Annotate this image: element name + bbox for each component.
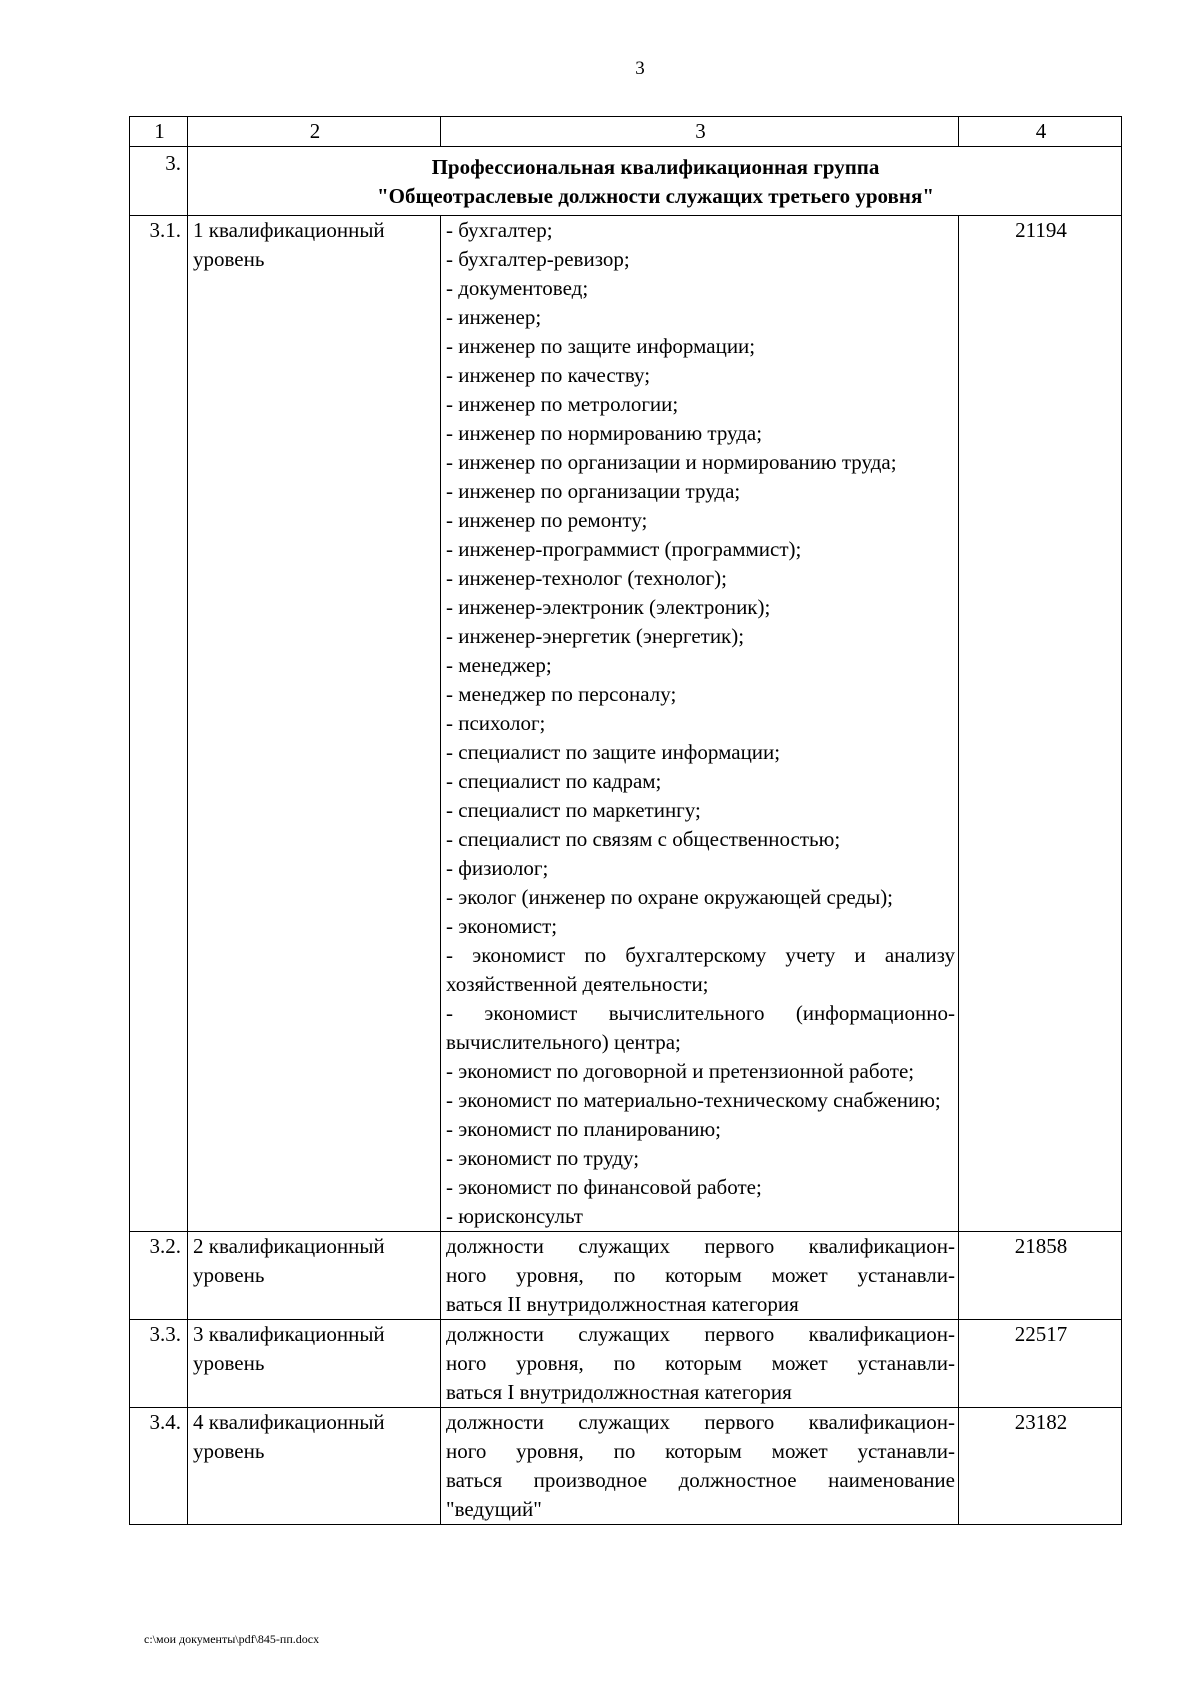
header-cell-4: 4 xyxy=(959,117,1122,147)
header-cell-2: 2 xyxy=(188,117,441,147)
position-item: - экономист по планированию; xyxy=(446,1117,721,1141)
position-description xyxy=(441,1232,959,1320)
qualification-level xyxy=(188,1408,441,1525)
position-item: - менеджер по персоналу; xyxy=(446,682,677,706)
position-item: - документовед; xyxy=(446,276,589,300)
group-title xyxy=(188,147,1122,216)
qualification-level xyxy=(188,1320,441,1408)
position-item: - бухгалтер-ревизор; xyxy=(446,247,630,271)
position-item: - инженер-энергетик (энергетик); xyxy=(446,624,745,648)
row-number: 3.4. xyxy=(130,1408,188,1525)
position-item: - специалист по связям с общественностью; xyxy=(446,827,841,851)
position-item: - бухгалтер; xyxy=(446,218,553,242)
position-item: - экономист по договорной и претензионной работе; xyxy=(446,1059,915,1083)
position-item: - инженер по метрологии; xyxy=(446,392,679,416)
position-item: - инженер по качеству; xyxy=(446,363,651,387)
qualification-level xyxy=(188,216,441,1232)
description-line: должности служащих первого квалификацион- xyxy=(446,1322,955,1346)
table-row xyxy=(130,216,1122,1232)
group-number: 3. xyxy=(130,147,188,216)
position-item: - инженер по ремонту; xyxy=(446,508,648,532)
position-item: - экономист по труду; xyxy=(446,1146,640,1170)
position-item: - юрисконсульт xyxy=(446,1204,583,1228)
position-item: - экономист вычислительного (информационно-вычислительного) центра; xyxy=(446,1001,955,1054)
level-line1: 1 квалификационный xyxy=(193,218,385,242)
description-line: ваться II внутридолжностная категория xyxy=(446,1292,799,1316)
group-row xyxy=(130,147,1122,216)
level-line1: 4 квалификационный xyxy=(193,1410,385,1434)
level-line2: уровень xyxy=(193,1439,265,1463)
level-line1: 2 квалификационный xyxy=(193,1234,385,1258)
level-line1: 3 квалификационный xyxy=(193,1322,385,1346)
positions-list xyxy=(441,216,959,1232)
description-line: ваться производное должностное наименование xyxy=(446,1468,955,1492)
description-line: ного уровня, по которым может устанавли- xyxy=(446,1263,955,1287)
group-title-line1: Профессиональная квалификационная группа xyxy=(431,155,880,179)
row-number: 3.3. xyxy=(130,1320,188,1408)
row-number: 3.2. xyxy=(130,1232,188,1320)
header-cell-3: 3 xyxy=(441,117,959,147)
description-line: ного уровня, по которым может устанавли- xyxy=(446,1351,955,1375)
amount-cell: 22517 xyxy=(959,1320,1122,1408)
position-item: - психолог; xyxy=(446,711,546,735)
position-description xyxy=(441,1408,959,1525)
level-line2: уровень xyxy=(193,247,265,271)
qualification-level xyxy=(188,1232,441,1320)
amount-cell: 21194 xyxy=(959,216,1122,1232)
position-item: - специалист по кадрам; xyxy=(446,769,662,793)
amount-cell: 21858 xyxy=(959,1232,1122,1320)
position-item: - эколог (инженер по охране окружающей среды); xyxy=(446,885,894,909)
position-item: - инженер по защите информации; xyxy=(446,334,756,358)
amount-cell: 23182 xyxy=(959,1408,1122,1525)
level-line2: уровень xyxy=(193,1351,265,1375)
page-number: 3 xyxy=(635,58,645,79)
position-item: - инженер-электроник (электроник); xyxy=(446,595,771,619)
position-item: - специалист по маркетингу; xyxy=(446,798,701,822)
position-item: - экономист; xyxy=(446,914,558,938)
position-item: - инженер-программист (программист); xyxy=(446,537,802,561)
position-item: - специалист по защите информации; xyxy=(446,740,781,764)
position-item: - менеджер; xyxy=(446,653,552,677)
position-item: - экономист по финансовой работе; xyxy=(446,1175,762,1199)
description-line: должности служащих первого квалификацион- xyxy=(446,1234,955,1258)
position-item: - инженер по организации и нормированию труда; xyxy=(446,450,897,474)
group-title-line2: "Общеотраслевые должности служащих третьего уровня" xyxy=(376,184,934,208)
level-line2: уровень xyxy=(193,1263,265,1287)
position-item: - инженер; xyxy=(446,305,542,329)
position-item: - физиолог; xyxy=(446,856,549,880)
description-line: должности служащих первого квалификацион- xyxy=(446,1410,955,1434)
header-cell-1: 1 xyxy=(130,117,188,147)
description-line: ваться I внутридолжностная категория xyxy=(446,1380,792,1404)
row-number: 3.1. xyxy=(130,216,188,1232)
position-item: - инженер по нормированию труда; xyxy=(446,421,763,445)
position-description xyxy=(441,1320,959,1408)
table-row xyxy=(130,1320,1122,1408)
table-row xyxy=(130,1232,1122,1320)
footer-file-path: c:\мои документы\pdf\845-пп.docx xyxy=(144,1632,320,1646)
position-item: - инженер-технолог (технолог); xyxy=(446,566,727,590)
qualification-table xyxy=(129,116,1122,1525)
position-item: - инженер по организации труда; xyxy=(446,479,741,503)
position-item: - экономист по материально-техническому снабжению; xyxy=(446,1088,941,1112)
position-item: - экономист по бухгалтерскому учету и анализу хозяйственной деятельности; xyxy=(446,943,955,996)
description-line: "ведущий" xyxy=(446,1497,542,1521)
table-row xyxy=(130,1408,1122,1525)
table-header-row xyxy=(130,117,1122,147)
description-line: ного уровня, по которым может устанавли- xyxy=(446,1439,955,1463)
